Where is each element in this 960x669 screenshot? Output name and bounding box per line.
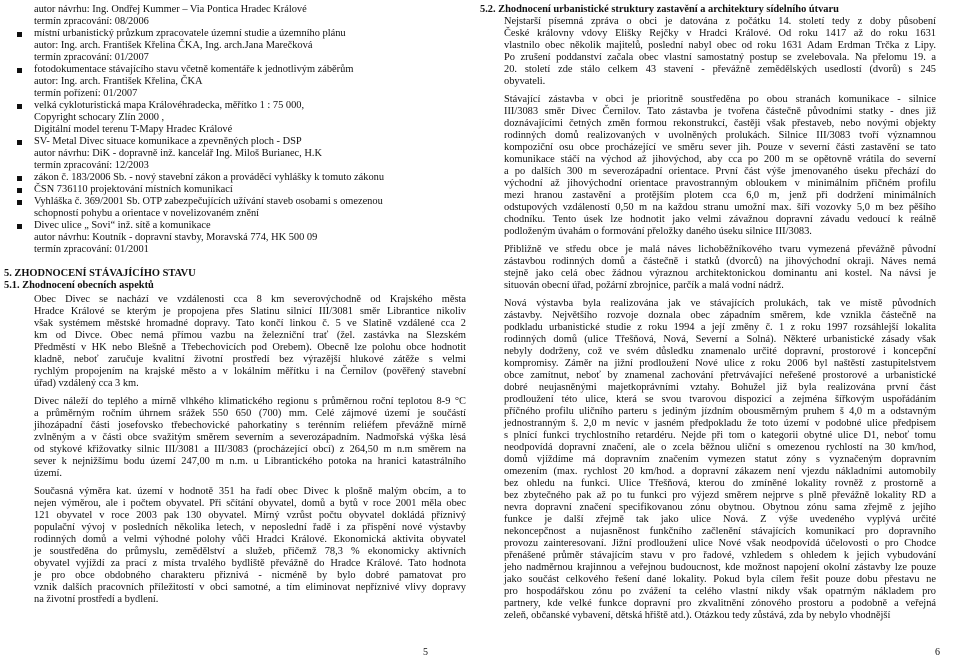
text-line: Předměstí v HK nebo Blešně a Třebechovicích pod Orebem). Obecně lze polohu obce hodnotit — [34, 342, 466, 353]
text-line: prodloužení této ulice, která se svou tvarovou dispozicí a zejména šířkovým uspořádáním — [504, 394, 936, 405]
text-line: sever k nejnižšímu bodu území 247,00 m n.m. u Librantického potoka na hranici katastrálního — [34, 456, 466, 467]
text-line: nekoncepčnost a nujasněnost funkčního začlenění stávajících komunikací pro dopravního — [504, 526, 936, 537]
text-line: je pro obce obdobného charakteru přiznivá - nicméně by bylo dobré pamatovat pro — [34, 570, 466, 581]
text-line: Nejstarší písemná zpráva o obci je datována z počátku 14. století tedy z doby působení — [504, 16, 936, 27]
text-line: obyvatel vyjíždí za prací z místa trvalého bydliště převážně do Hradce Králové. Tato hodnota — [34, 558, 466, 569]
text-line: rodinných domů (ulice Třešňová, Nová, Severní a Solná). Některé urbanistické zásady však — [504, 334, 936, 345]
text-line: obyvateli. — [504, 76, 546, 87]
text-line: s plnící funkci trychlostního retardéru. Nejde při tom o kategorii obytné ulice D1, neboť tomu — [504, 430, 936, 441]
text-line: zástavbou rodinných domů a částečně i statků (dvorců) na jihovýchodní okraji. Náves nemá — [504, 256, 936, 267]
text-line: Copyright schocary Zlín 2000 , — [34, 112, 165, 123]
text-line: nejen výměrou, ale i počtem obyvatel. Při sčítání obyvatel, domů a bytů v roce 2001 měla obec — [34, 498, 466, 509]
bullet-item: fotodokumentace stávajícího stavu včetně komentáře k jednotlivým záběrům — [34, 64, 464, 75]
text-line: obce zamítnut, neboť by znamenal zachování přetrvávající neřešené prostorové a urbanistické — [504, 370, 936, 381]
text-line: Hradce Králové se kterým je propojena přes Slatinu silnicí III/3081 směr Librantice nikoliv — [34, 306, 466, 317]
text-line: funkce je další zřejmě tak jako ulice Nová. Z výše uvedeného vyplývá určité — [504, 514, 936, 525]
text-line: autor návrhu: Koutník - dopravní stavby, Moravská 774, HK 500 09 — [34, 232, 318, 243]
text-line: Přibližně ve středu obce je malá náves lichoběžníkového tvaru vymezená převážně původní — [504, 244, 936, 255]
text-line: jeho nadměrnou krajinnou a veřejnou budoucnost, kde možnost napojení okolní zástavby lze pouze — [504, 562, 936, 573]
text-line: autor návrhu: DiK - dopravně inž. kancelář Ing. Miloš Burianec, H.K — [34, 148, 322, 159]
text-line: České královny vdovy Elišky Rejčky v Hradci Králové. Od roku 1417 až do roku 1631 — [504, 28, 936, 39]
text-line: schopností pohybu a orientace v novelizovaném znění — [34, 208, 260, 219]
text-line: bez zbytečného pak až po tu funkci pro výjezd směrem nejprve s plně převážně lokality RD a — [504, 490, 936, 501]
text-line: rychlým propojením na krajské město a v lokálním měřítku i na Černilov (pověřený stavební — [34, 366, 466, 377]
text-line: Po zrušení poddanství začala obec vlastní samostatný postup se zvelebovala. Na přelomu 19. a — [504, 52, 936, 63]
text-line: na životní prostředí a bydlení. — [34, 594, 159, 605]
text-line: úřad) vzdálený cca 3 km. — [34, 378, 139, 389]
bullet-item: zákon č. 183/2006 Sb. - nový stavební zákon a prováděcí vyhlášky k tomuto zákonu — [34, 172, 464, 183]
text-line: podkladu urbanistické studie z roku 1994 a její změny č. 1 z roku 1997 rozsáhlejší lokalita — [504, 322, 936, 333]
text-line: 20. století zde stálo celkem 43 stavení - převážně zemědělských usedlostí (dvorů) s 245 — [504, 64, 936, 75]
text-line: jihozápadní části josefovsko třebechovické pahorkatiny s terénním reliéfem převážně mírně — [34, 420, 466, 431]
text-line: Divec náleží do teplého a mírně vlhkého klimatického regionu s průměrnou roční teplotou 8-9 °C — [34, 396, 466, 407]
text-line: jako součást celkového řešení dané lokality. Pokud byla cílem řešit pouze dobu přestavu ne — [504, 574, 936, 585]
text-line: neodpovídá dopravní značení, ale o zcela běžnou uliční s omezenou rychlostí na 30 km/hod, — [504, 442, 936, 453]
text-line: zvlněným a v části obce svažitým směrem severním a severozápadním. Nadmořská výška lèsá — [34, 432, 466, 443]
text-line: domů vjíždíme má dopravním značením vymezen statut zóny s vyznačeným dopravním — [504, 454, 936, 465]
text-line: bez ohledu na funkci. Ulice Třešňová, kterou do zmíněné lokality rovněž z prostorně a — [504, 478, 936, 489]
text-line: vlastnilo obec několik majitelů, poslední nabyl obec od roku 1631 Adam Erdman Trčka z Lipy. — [504, 40, 936, 51]
text-line: dobré neujasněnými majetkoprávními vztahy. Bohužel již byla realizována první část — [504, 382, 936, 393]
text-line: jednostranným š. 2,0 m nevíc v jasném předpokladu že toto území v podobné ulice předpisem — [504, 418, 936, 429]
text-line: termín zpracování: 01/2001 — [34, 244, 149, 255]
text-line: termín pořízení: 01/2007 — [34, 88, 138, 99]
text-line: Současná výměra kat. území v hodnotě 351 ha řadí obec Divec k plošně malým obcím, a to — [34, 486, 466, 497]
bullet-item: ČSN 736110 projektování místních komunikací — [34, 184, 464, 195]
text-line: mezi hranou zastavění a protějším plotem cca 6,0 m, jenž při dodržení minimálních — [504, 190, 936, 201]
bullet-item: Vyhláška č. 369/2001 Sb. OTP zabezpečujících užívání staveb osobami s omezenou — [34, 196, 464, 207]
text-line: chodníku. Tento úsek lze hodnotit jako velmi závažnou dopravní závadu vedoucí k reálně — [504, 214, 936, 225]
text-line: partnery, kde velké funkce dopravní pro zkvalitnění zónového prostoru a podobně a veřejná — [504, 598, 936, 609]
text-line: je soustředěna do průmyslu, zemědělství a služeb, přičemž 78,3 % ekonomicky aktivních — [34, 546, 466, 557]
text-line: vznik dalších pracovních příležitostí v obci samotné, a tím eliminovat nepříznivé vlivy dopravy — [34, 582, 466, 593]
text-line: omezením (max. rychlost 20 km/hod. a dopravní zákazem není vjezdu nákladními automobily — [504, 466, 936, 477]
text-line: podloženým úvahám o formování přeložky daného úseku silnice III/3083. — [504, 226, 812, 237]
text-line: Stávající zástavba v obci je prioritně soustředěna po obou stranách komunikace - silnice — [504, 94, 936, 105]
bullet-item: SV- Metal Divec situace komunikace a zpevněných ploch - DSP — [34, 136, 464, 147]
text-line: kladně, neboť zaručuje kvalitní životní prostředí bez výrazější hlukové zátěže s velmi — [34, 354, 466, 365]
text-line: od stykové křižovatky silnic III/3081 a III/3083 (procházející obcí) z 264,50 m n.m směrem na — [34, 444, 466, 455]
text-line: km od Divce. Obec nemá přímou vazbu na železniční trať (žel. zastávka na Slezském — [34, 330, 466, 341]
text-line: přenášené průměr stávajícím stavu v pro řadové, vzhledem s ohledem k jejich vybudování — [504, 550, 936, 561]
text-line: III/3083 směr Divec Černilov. Tato zástavba je tvořena částečně původními statky - dnes již — [504, 106, 936, 117]
text-line: komunikace stáčí na východ až jihovýchod, aby cca po 200 m se opětovně vrátila do severní — [504, 154, 936, 165]
text-line: rodinných domů a velmi výhodné polohy vůči Hradci Králové. Ekonomická aktivita obyvatel — [34, 534, 466, 545]
section-heading: 5.1. Zhodnocení obecních aspektů — [4, 280, 154, 291]
text-line: populační vývoj v posledních několika letech, v neposlední řadě i za přispění nové výstavby — [34, 522, 466, 533]
text-line: však systémem městské hromadné dopravy. Tato končí linkou č. 5 ve Slatině vzdálené cca 2 — [34, 318, 466, 329]
text-line: pro hospodářskou zónu po zvážení ta celého vlastní nikdy však opatrným nákladem pro — [504, 586, 936, 597]
text-line: a průměrným ročním úhrnem srážek 550 650 (700) mm. Celé zájmové území je součástí — [34, 408, 466, 419]
text-line: nevra dopravní značení specifikovanou zónu obytnou. Obytnou zónu sama zřejmě z jejího — [504, 502, 936, 513]
section-heading: 5. ZHODNOCENÍ STÁVAJÍCÍHO STAVU — [4, 268, 196, 279]
text-line: příčného profilu uličního parteru s jediným jízdním obousměrným pruhem š 4,0 m a odstavným — [504, 406, 936, 417]
page-number: 6 — [935, 647, 940, 658]
text-line: provozu zainteresovaní. Jižní prodloužení ulice Nové však neodpovídá účelovosti o pro Chodce — [504, 538, 936, 549]
text-line: rodinných domů realizovaných v uvolněných prolukách. Silnice III/3083 tvoří významnou — [504, 130, 936, 141]
text-line: nebyly dodrženy, což ve svém důsledku znamenalo určité dopravní, prostorové i koncepční — [504, 346, 936, 357]
bullet-item: místní urbanistický průzkum zpracovatele územní studie a územního plánu — [34, 28, 464, 39]
text-line: kompoziční osu obce procházející ve směru sever jih. Pouze v severní části zastavění se tato — [504, 142, 936, 153]
text-line: kompromisy. Záměr na jižní prodloužení Nové ulice z roku 2006 byl naštěstí zastupitelstvem — [504, 358, 936, 369]
text-line: termín zpracování: 08/2006 — [34, 16, 149, 27]
page-number: 5 — [423, 647, 428, 658]
text-line: situován obecní úřad, požární zbrojnice, parčík a malá vodní nádrž. — [504, 280, 784, 291]
text-line: autor návrhu: Ing. Ondřej Kummer – Via Pontica Hradec Králové — [34, 4, 307, 15]
text-line: východní až jihovýchodní orientace pravostranným obloukem v minimálním přičném profilu — [504, 178, 936, 189]
text-line: Digitální model terenu T-Mapy Hradec Králové — [34, 124, 233, 135]
text-line: zeleň, občanské vybavení, dětská hřiště atd.). Otázkou tedy zůstává, zda by nebylo vhodnější — [504, 610, 891, 621]
text-line: termín zpracování: 01/2007 — [34, 52, 149, 63]
text-line: Nová výstavba byla realizována jak ve stávajících prolukách, tak ve místě původních — [504, 298, 936, 309]
text-line: autor: Ing. arch. František Křelina ČKA, Ing. arch.Jana Marečková — [34, 40, 313, 51]
bullet-item: Divec ulice „ Sovi“ inž. sítě a komunikace — [34, 220, 464, 231]
text-line: 121 obyvatel v roce 2003 pak 130 obyvatel. Mírný vzrůst počtu obyvatel dokládá příznivý — [34, 510, 466, 521]
text-line: termín zpracování: 12/2003 — [34, 160, 149, 171]
text-line: a po dalších 300 m severozápadní orientace. První část výše jmenovaného úseku přechází do — [504, 166, 936, 177]
right-page — [480, 0, 960, 669]
text-line: doznávajícími četných změn formou rekonstrukcí, častěji však přestaveb, nebo novými objekty — [504, 118, 936, 129]
text-line: území. — [34, 468, 62, 479]
section-heading: 5.2. Zhodnocení urbanistické struktury zastavění a architektury sídelního útvaru — [480, 4, 839, 15]
text-line: stejně jako celá obec žádnou výraznou architektonickou dominantu ani kostel. Na návsi je — [504, 268, 936, 279]
bullet-item: velká cykloturistická mapa Královéhradecka, měřítko 1 : 75 000, — [34, 100, 464, 111]
text-line: autor: Ing. arch. František Křelina, ČKA — [34, 76, 203, 87]
text-line: zástavby. Největšího rozvoje doznala obec západním směrem, kde vznikla částečně na — [504, 310, 936, 321]
text-line: odstupových vzdáleností 0,50 m na každou stranu umožní max. šíři vozovky 5,0 m bez pěšího — [504, 202, 936, 213]
text-line: Obec Divec se nachází ve vzdálenosti cca 8 km severovýchodně od Krajského města — [34, 294, 466, 305]
